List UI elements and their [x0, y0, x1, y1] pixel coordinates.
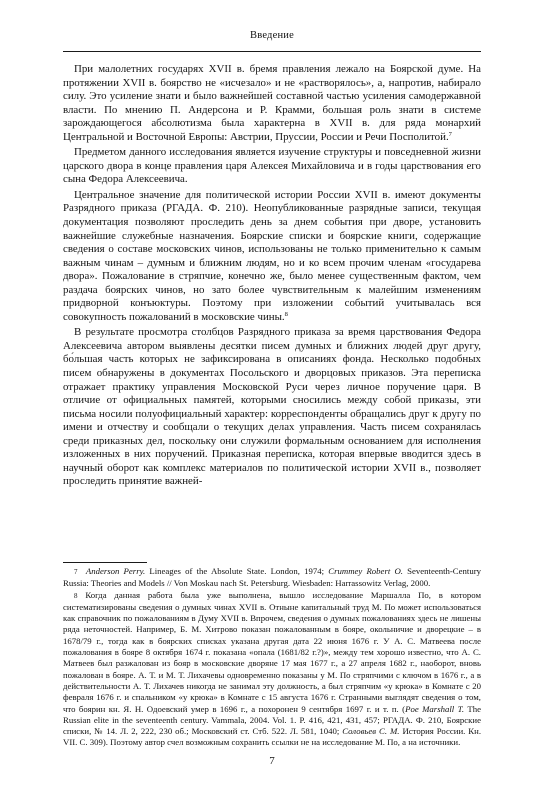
footnote-7-text-1: Lineages of the Absolute State. London, 1974; [145, 566, 329, 576]
footnote-7-mark: 7 [74, 568, 78, 576]
footnote-8-author-2: Соловьев С. М. [342, 726, 400, 737]
footnote-8-text-2: The Russian elite in the seventeenth century. Vammala, 2004. Vol. 1. P. 416, 421, 431, 457; РГАДА. Ф. 210, Боярские списки, № 14. Л. 2, 222, 230 об.; Московский ст. Стб. 522. Л. 581, 1040; [63, 703, 481, 737]
footnote-ref-7[interactable]: 7 [448, 130, 452, 138]
footnote-7-author-2: Crummey Robert O. [328, 566, 403, 576]
paragraph-4-text: В результате просмотра столбцов Разрядного приказа за время царствования Федора Алексеевича автором выявлены десятки писем думных и ближних людей друг другу, бо́льшая часть которых не зафиксирована в описаниях фонда. Несколько подобных писем обнаружены в документах Посольского и дворцовых приказов. Эта переписка отражает практику управления Московской Руси через личное поручение царя. В отличие от официальных памятей, которыми сносились между собой приказы, эти письма носили полуофициальный характер: корреспонденты обращались друг к другу по имени и отчеству и сообщали о текущих делах управления. Часть писем сохранялась среди приказных дел, поскольку они служили формальным основанием для исполнения изложенных в них поручений. Приказная переписка, которая впервые вводится здесь в научный оборот как комплекс материалов по политической истории XVII в., позволяет проследить принятие важней- [63, 326, 481, 488]
paragraph-1-text: При малолетних государях XVII в. бремя правления лежало на Боярской думе. На протяжении XVII в. боярство не «исчезало» и не «растворялось», а, напротив, набирало силу. Это усиление знати и было важнейшей составной частью усиления самодержавной власти. По мнению П. Андерсона и Р. Крамми, большая роль знати в системе зарождающегося абсолютизма была характерна в XVII в. для ряда монархий Центральной и Восточной Европы: Австрии, Пруссии, России и Речи Посполитой. [63, 63, 481, 143]
page-number: 7 [269, 755, 275, 767]
footnote-8-author-1: Poe Marshall T. [405, 703, 465, 714]
footnote-7-text-2: Seventeenth-Century Russia: Theories and Models // Von Moskau nach St. Petersburg. Wiesbaden: Harrassowitz Verlag, 2000. [63, 566, 481, 589]
paragraph-1 [63, 63, 481, 144]
header-rule [63, 51, 481, 52]
footnote-8 [63, 590, 481, 749]
paragraph-2 [63, 146, 481, 187]
footnote-ref-8[interactable]: 8 [284, 310, 288, 318]
main-text [63, 63, 481, 489]
running-head: Введение [250, 30, 294, 41]
paragraph-4 [63, 326, 481, 489]
paragraph-3-text: Центральное значение для политической истории России XVII в. имеют документы Разрядного приказа (РГАДА. Ф. 210). Неопубликованные разрядные записи, текущая документация позволяют проследить день за днем события при дворе, установить важнейшие служебные назначения. Боярские списки и боярские книги, содержащие сведения о составе московских чинов, использованы не только применительно к самым важным чинам – думным и ближним людям, но и ко всем прочим членам «государева двора». Пожалование в стряпчие, конечно же, было менее существенным фактом, чем раздача боярских чинов, но зато более чувствительным к малейшим изменениям придворной конъюктуры. Поэтому при изложении событий учитывалась вся совокупность пожалований в московские чины. [63, 188, 481, 323]
footnote-8-mark: 8 [74, 591, 78, 600]
footnote-rule [63, 562, 147, 563]
footnote-8-text-1: Когда данная работа была уже выполнена, вышло исследование Маршалла По, в котором систематизированы сведения о думных чинах XVII в. Отныне капитальный труд М. По может использоваться как справочник по пожалованиям в Думу XVII в. Впрочем, сведения о думных пожалованиях здесь не лишены ряда неточностей. Например, Б. М. Хитрово показан пожалованным в бояре, окольничие и дворецкие – в 1678/79 г., тогда как в боярских списках указана другая дата 22 июня 1676 г. У А. С. Матвеева после пожалования в бояре 8 октября 1674 г. показана «опала (1681/82 г.?)», между тем хорошо известно, что А. С. Матвеев был разжалован из бояр в московские дворяне 17 мая 1677 г., а 27 апреля 1682 г., наоборот, вновь пожалован в бояре. А. Т. и М. Т. Лихачевы одновременно показаны у М. По стряпчими с ключом в 1676 г., а в действительности А. Т. Лихачев никогда не занимал эту должность, а был стряпчим «у крюка» в Комнате с 20 февраля 1676 г. и спальником «у крюка» в Комнате с 15 августа 1676 г. Странными выглядят сведения о том, что боярин кн. Я. Н. Одоевский умер в 1696 г., а похоронен 9 сентября 1697 г. и т. п. ( [63, 589, 481, 714]
book-page [63, 0, 481, 800]
paragraph-2-text: Предметом данного исследования является изучение структуры и повседневной жизни царского двора в конце правления царя Алексея Михайловича и в годы царствования его сына Федора Алексеевича. [63, 146, 481, 186]
footnote-7 [63, 566, 481, 590]
footnote-7-author-1: Anderson Perry. [85, 566, 146, 576]
paragraph-3 [63, 189, 481, 324]
footnote-8-text-3: История России. Кн. VII. С. 309). Поэтому автор счел возможным сохранить ссылки не на исследование М. По, а на источники. [63, 726, 482, 748]
footnotes [63, 566, 481, 749]
